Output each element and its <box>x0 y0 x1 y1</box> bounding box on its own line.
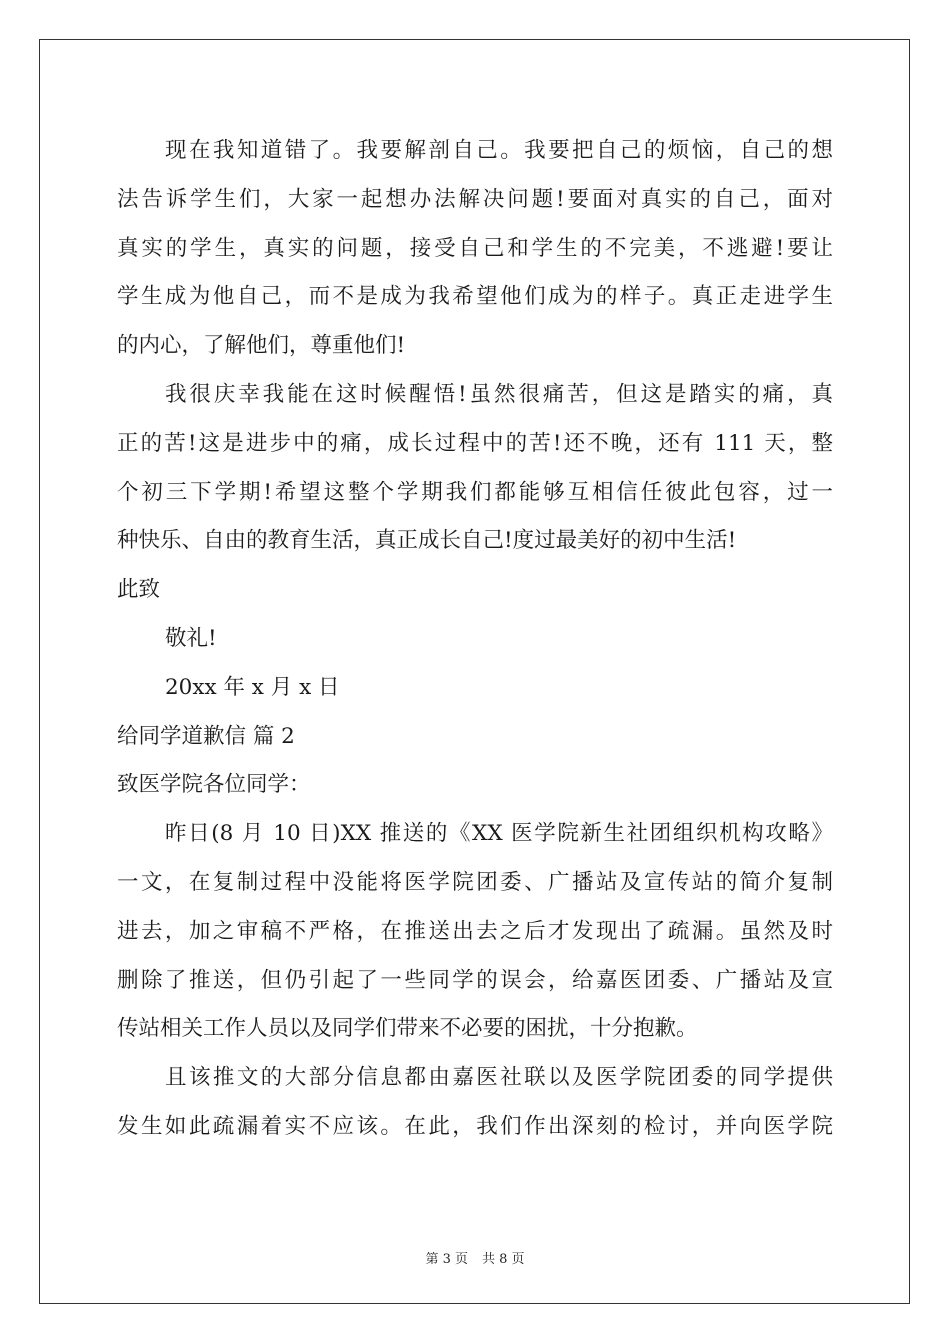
letter-date: 20xx 年 x 月 x 日 <box>165 674 340 700</box>
text-line: 个初三下学期!希望这整个学期我们都能够互相信任彼此包容，过一 <box>117 479 833 505</box>
letter-greeting: 致医学院各位同学： <box>117 772 311 798</box>
text-line: 种快乐、自由的教育生活，真正成长自己!度过最美好的初中生活! <box>117 528 737 554</box>
text-line: 正的苦!这是进步中的痛，成长过程中的苦!还不晚，还有 111 天，整 <box>117 430 833 456</box>
closing-salutation: 此致 <box>117 577 161 603</box>
text-line: 进去，加之审稿不严格，在推送出去之后才发现出了疏漏。虽然及时 <box>117 918 833 944</box>
text-line: 法告诉学生们，大家一起想办法解决问题!要面对真实的自己，面对 <box>117 186 833 212</box>
text-line: 且该推文的大部分信息都由嘉医社联以及医学院团委的同学提供 <box>165 1065 833 1091</box>
text-line: 发生如此疏漏着实不应该。在此，我们作出深刻的检讨，并向医学院 <box>117 1113 833 1139</box>
text-line: 删除了推送，但仍引起了一些同学的误会，给嘉医团委、广播站及宣 <box>117 967 833 993</box>
section-heading: 给同学道歉信 篇 2 <box>117 723 295 749</box>
page-total: 共 8 页 <box>482 1252 525 1267</box>
text-line: 我很庆幸我能在这时候醒悟!虽然很痛苦，但这是踏实的痛，真 <box>165 381 833 407</box>
text-line: 学生成为他自己，而不是成为我希望他们成为的样子。真正走进学生 <box>117 284 833 310</box>
text-line: 昨日(8 月 10 日)XX 推送的《XX 医学院新生社团组织机构攻略》 <box>165 821 833 847</box>
document-body <box>117 127 833 1152</box>
text-line: 传站相关工作人员以及同学们带来不必要的困扰，十分抱歉。 <box>117 1016 698 1042</box>
text-line: 的内心，了解他们，尊重他们! <box>117 333 406 359</box>
page-number: 第 3 页 <box>425 1252 468 1267</box>
closing-regards: 敬礼! <box>165 625 217 651</box>
text-line: 现在我知道错了。我要解剖自己。我要把自己的烦恼，自己的想 <box>165 138 833 163</box>
text-line: 一文，在复制过程中没能将医学院团委、广播站及宣传站的简介复制 <box>117 869 833 895</box>
text-line: 真实的学生，真实的问题，接受自己和学生的不完美，不逃避!要让 <box>117 235 833 261</box>
page-footer <box>0 1248 950 1267</box>
